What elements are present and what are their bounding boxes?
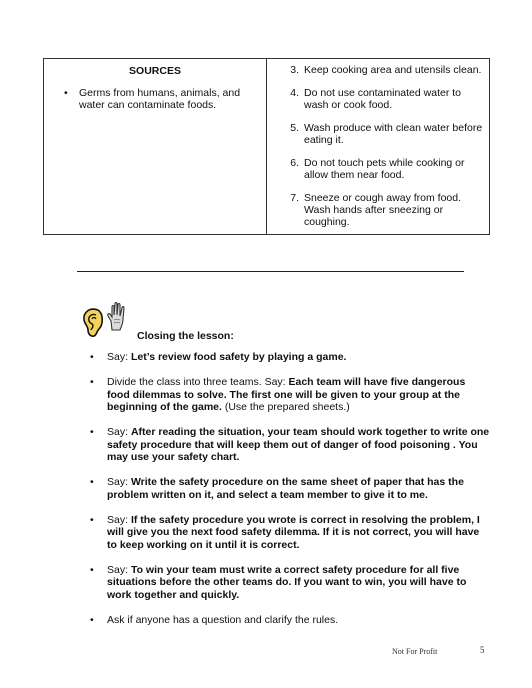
item-instruction: If the safety procedure you wrote is correct in resolving the problem, I will give you the next food safety dilemma. If it is not correct, you will have to keep working on it until it is correct. [107,513,480,551]
footer-text: Not For Profit [392,647,438,656]
step-number: 4. [290,87,299,99]
section-divider [77,271,464,272]
bullet: • [64,87,68,99]
item-instruction: Each team will have five dangerous food dilemmas to solve. The first one will be given to your group at the beginning of the game. [107,376,466,413]
list-item [90,476,490,501]
item-prefix: Say: [107,513,131,526]
bullet: • [90,476,94,488]
bullet: • [90,351,94,363]
hand-icon [106,301,130,331]
list-item [285,157,485,181]
step-text: Do not touch pets while cooking or allow them near food. [304,157,465,181]
closing-title: Closing the lesson: [137,330,234,342]
steps-column [267,59,489,234]
step-text: Wash produce with clean water before eating it. [304,122,483,146]
step-text: Keep cooking area and utensils clean. [304,64,482,76]
safety-steps-list [285,64,485,239]
bullet: • [90,513,94,526]
list-item [90,564,490,602]
list-item [285,122,485,146]
ear-icon [80,306,106,340]
item-prefix: Say: [107,426,131,438]
item-instruction: Let’s review food safety by playing a game. [130,351,347,363]
step-number: 3. [290,64,299,76]
item-prefix: Say: [107,351,131,363]
item-note: (Use the prepared sheets.) [221,401,350,413]
item-prefix: Say: [107,563,131,576]
sources-table [43,58,490,235]
item-instruction: After reading the situation, your team should work together to write one safety procedure that will keep them out of danger of food poisoning . You may use your safety chart. [107,426,490,463]
item-prefix: Ask if anyone has a question and clarify the rules. [107,613,339,626]
item-prefix: Divide the class into three teams. Say: [107,376,289,388]
item-instruction: To win your team must write a correct safety procedure for all five situations before the other teams do. If you want to win, you will have to work together and quickly. [107,563,467,601]
list-item [285,192,485,228]
list-item [90,351,490,364]
source-text: Germs from humans, animals, and water can contaminate foods. [79,87,241,111]
source-list-item [64,87,264,111]
step-number: 5. [290,122,299,134]
step-number: 6. [290,157,299,169]
list-item [285,64,485,76]
bullet: • [90,376,94,388]
item-instruction: Write the safety procedure on the same sheet of paper that has the problem written on it, and select a team member to give it to me. [107,476,464,501]
table-heading: SOURCES [129,65,181,77]
list-item [90,514,490,552]
step-text: Sneeze or cough away from food. Wash hands after sneezing or coughing. [304,192,462,228]
page-number: 5 [480,645,485,655]
step-number: 7. [290,192,299,204]
list-item [285,87,485,111]
step-text: Do not use contaminated water to wash or cook food. [304,87,462,111]
item-prefix: Say: [107,476,131,488]
bullet: • [90,426,94,438]
list-item [90,614,490,627]
bullet: • [90,563,94,576]
closing-steps-list [90,351,490,639]
bullet: • [90,613,94,626]
sources-column [44,59,267,234]
list-item [90,376,490,414]
list-item [90,426,490,464]
